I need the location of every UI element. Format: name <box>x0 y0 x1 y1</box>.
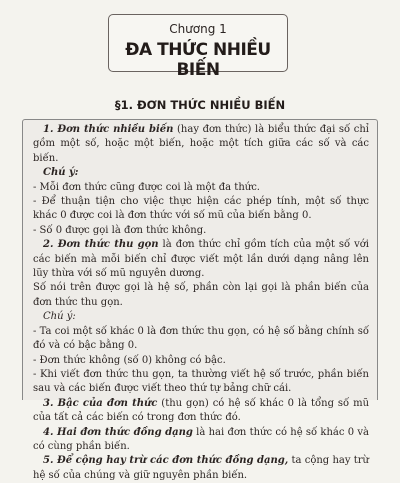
note-label-2: Chú ý: <box>43 311 76 323</box>
definition-paragraph-1 <box>33 123 369 166</box>
definition-extra-2: Số nói trên được gọi là hệ số, phần còn lại gọi là phần biến của đơn thức thu gọn. <box>33 282 369 308</box>
chapter-number: Chương 1 <box>169 22 227 36</box>
note-item: - Khi viết đơn thức thu gọn, ta thường viết hệ số trước, phần biến sau và các biến được viết theo thứ tự bảng chữ cái. <box>33 368 369 395</box>
definition-paragraph-4 <box>33 426 369 455</box>
chapter-title: ĐA THỨC NHIỀU BIẾN <box>125 40 271 80</box>
content-box <box>22 119 378 481</box>
definition-text-3: (thu gọn) có hệ số khác 0 là tổng số mũ của tất cả các biến có trong đơn thức đó. <box>33 397 370 424</box>
definition-text-4: là hai đơn thức có hệ số khác 0 và có cùng phần biến. <box>33 426 369 452</box>
definition-paragraph-3 <box>33 397 369 426</box>
note-item: - Số 0 được gọi là đơn thức không. <box>33 224 207 236</box>
term-don-thuc-dong-dang: 4. Hai đơn thức đồng dạng <box>43 426 193 438</box>
definition-paragraph-2 <box>33 238 369 281</box>
note-item: - Đơn thức không (số 0) không có bậc. <box>33 354 226 366</box>
note-item: - Ta coi một số khác 0 là đơn thức thu gọn, có hệ số bằng chính số đó và có bậc bằng 0. <box>33 325 369 352</box>
term-bac-cua-don-thuc: 3. Bậc của đơn thức <box>43 397 158 409</box>
term-don-thuc-nhieu-bien: 1. Đơn thức nhiều biến <box>43 124 174 135</box>
definition-text-2: là đơn thức chỉ gồm tích của một số với các biến mà mỗi biến chỉ được viết một lần dưới dạng nâng lên lũy thừa với số mũ nguyên dương. <box>33 239 369 280</box>
note-item: - Để thuận tiện cho việc thực hiện các phép tính, một số thực khác 0 được coi là đơn thức với số mũ của biến bằng 0. <box>33 196 369 222</box>
definition-text-1: (hay đơn thức) là biểu thức đại số chỉ gồm một số, hoặc một biến, hoặc một tích giữa các số và các biến. <box>33 124 369 164</box>
chapter-header-box <box>108 14 288 80</box>
section-heading: §1. ĐƠN THỨC NHIỀU BIẾN <box>114 98 286 112</box>
term-don-thuc-thu-gon: 2. Đơn thức thu gọn <box>43 239 159 251</box>
note-item: - Mỗi đơn thức cũng được coi là một đa thức. <box>33 181 260 193</box>
definition-paragraph-5 <box>33 454 369 483</box>
definition-text-5: ta cộng hay trừ hệ số của chúng và giữ nguyên phần biến. <box>33 455 369 481</box>
note-label-1: Chú ý: <box>43 167 79 179</box>
term-cong-tru-don-thuc: 5. Để cộng hay trừ các đơn thức đồng dạng, <box>43 455 289 467</box>
